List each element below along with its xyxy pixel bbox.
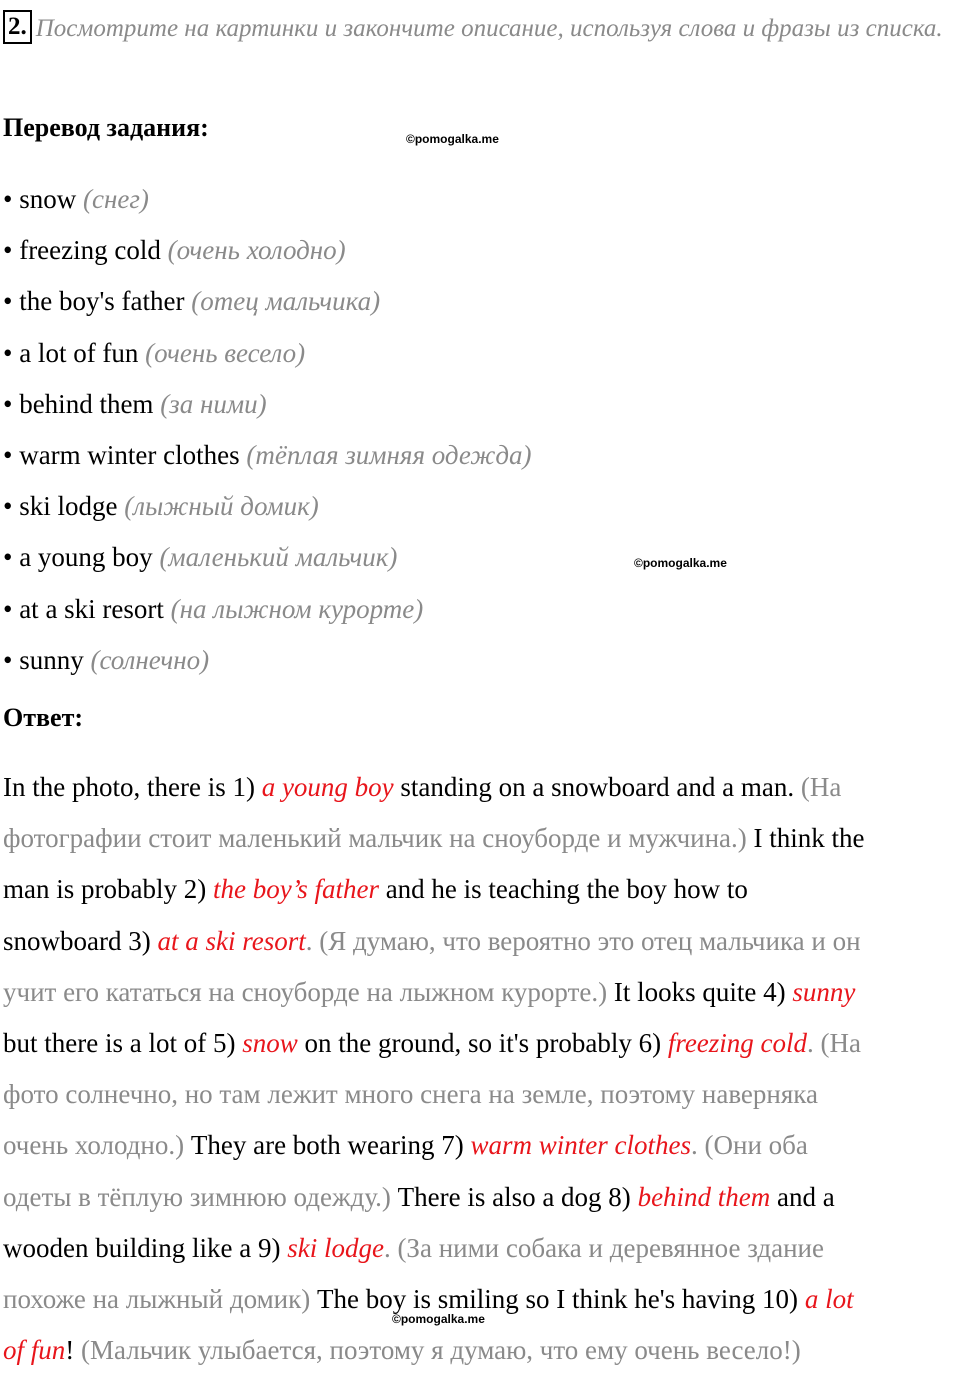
answer-line — [3, 1069, 960, 1120]
answer-translation: (Мальчик улыбается, поэтому я думаю, что ему очень весело!) — [81, 1335, 801, 1366]
answer-line — [3, 916, 960, 967]
translation-heading: Перевод задания: — [3, 113, 209, 142]
answer-translation: учит его кататься на сноуборде на лыжном курорте.) — [3, 976, 608, 1007]
vocab-item — [3, 379, 532, 430]
answer-translation: похоже на лыжный домик) — [3, 1283, 311, 1314]
vocab-translation: (тёплая зимняя одежда) — [246, 440, 532, 471]
answer-fill: at a ski resort — [157, 925, 306, 956]
watermark: ©pomogalka.me — [634, 556, 727, 570]
answer-english: It looks quite 4) — [607, 976, 793, 1007]
answer-english: snowboard 3) — [3, 925, 158, 956]
answer-english: There is also a dog 8) — [390, 1181, 638, 1212]
answer-fill: a lot — [804, 1283, 854, 1314]
vocab-item — [3, 635, 532, 686]
vocab-translation: (очень весело) — [145, 337, 306, 368]
vocab-english: • ski lodge — [3, 491, 125, 522]
answer-translation: одеты в тёплую зимнюю одежду.) — [3, 1181, 391, 1212]
vocab-translation: (на лыжном курорте) — [170, 593, 424, 624]
vocab-item — [3, 276, 532, 327]
answer-english: wooden building like a 9) — [3, 1232, 288, 1263]
vocab-item — [3, 532, 532, 583]
vocabulary-list — [3, 174, 532, 686]
vocab-english: • freezing cold — [3, 235, 168, 266]
answer-english: The boy is smiling so I think he's having 10) — [310, 1283, 805, 1314]
answer-english: and he is teaching the boy how to — [378, 874, 748, 905]
answer-fill: a young boy — [261, 772, 394, 802]
answer-line — [3, 1018, 960, 1069]
answer-fill: warm winter clothes — [470, 1130, 692, 1161]
task-instruction — [3, 4, 953, 53]
vocab-translation: (солнечно) — [90, 644, 210, 675]
vocab-item — [3, 481, 532, 532]
answer-english: on the ground, so it's probably 6) — [297, 1027, 668, 1058]
task-text: Посмотрите на картинки и закончите описание, используя слова и фразы из списка. — [35, 15, 943, 42]
watermark: ©pomogalka.me — [406, 132, 499, 146]
answer-fill: sunny — [792, 976, 856, 1007]
answer-translation: фото солнечно, но там лежит много снега на земле, поэтому наверняка — [3, 1079, 818, 1110]
vocab-english: • sunny — [3, 644, 91, 675]
answer-fill: of fun — [3, 1335, 66, 1366]
answer-translation: фотографии стоит маленький мальчик на сноуборде и мужчина.) — [3, 823, 747, 854]
answer-english: In the photo, there is 1) — [3, 772, 262, 802]
answer-english: and a — [770, 1181, 835, 1212]
vocab-english: • behind them — [3, 388, 161, 419]
answer-english: but there is a lot of 5) — [3, 1027, 243, 1058]
answer-fill: the boy’s father — [212, 874, 379, 905]
answer-fill: behind them — [637, 1181, 771, 1212]
vocab-english: • a young boy — [3, 542, 160, 573]
answer-english: standing on a snowboard and a man. — [393, 772, 801, 802]
task-number: 2. — [3, 10, 32, 44]
answer-line — [3, 1274, 960, 1325]
vocab-item — [3, 225, 532, 276]
answer-translation: очень холодно.) — [3, 1130, 185, 1161]
answer-translation: . (Они оба — [691, 1130, 808, 1161]
answer-english: man is probably 2) — [3, 874, 213, 905]
answer-line — [3, 1325, 960, 1376]
answer-fill: snow — [242, 1027, 298, 1058]
answer-line — [3, 1120, 960, 1171]
answer-translation: (На — [800, 772, 842, 802]
vocab-item — [3, 584, 532, 635]
vocab-translation: (снег) — [82, 184, 149, 214]
vocab-english: • at a ski resort — [3, 593, 171, 624]
vocab-translation: (лыжный домик) — [124, 491, 319, 522]
answer-translation: . (Я думаю, что вероятно это отец мальчика и он — [305, 925, 861, 956]
answer-text — [3, 762, 960, 1376]
answer-line — [3, 864, 960, 915]
answer-english: They are both wearing 7) — [184, 1130, 471, 1161]
answer-translation: . (За ними собака и деревянное здание — [383, 1232, 824, 1263]
vocab-english: • the boy's father — [3, 286, 192, 317]
answer-english: I think the — [746, 823, 865, 854]
vocab-translation: (отец мальчика) — [191, 286, 381, 317]
answer-line — [3, 813, 960, 864]
answer-english: ! — [65, 1335, 82, 1366]
vocab-item — [3, 328, 532, 379]
vocab-item — [3, 174, 532, 225]
answer-line — [3, 967, 960, 1018]
answer-line — [3, 762, 960, 813]
answer-fill: freezing cold — [667, 1027, 808, 1058]
answer-fill: ski lodge — [287, 1232, 384, 1263]
watermark: ©pomogalka.me — [392, 1312, 485, 1326]
vocab-english: • a lot of fun — [3, 337, 146, 368]
answer-line — [3, 1172, 960, 1223]
answer-line — [3, 1223, 960, 1274]
vocab-english: • warm winter clothes — [3, 440, 247, 471]
vocab-translation: (очень холодно) — [167, 235, 346, 266]
vocab-item — [3, 430, 532, 481]
vocab-english: • snow — [3, 184, 83, 214]
answer-translation: . (На — [807, 1027, 862, 1058]
answer-heading: Ответ: — [3, 703, 84, 732]
vocab-translation: (за ними) — [160, 388, 267, 419]
vocab-translation: (маленький мальчик) — [159, 542, 398, 573]
